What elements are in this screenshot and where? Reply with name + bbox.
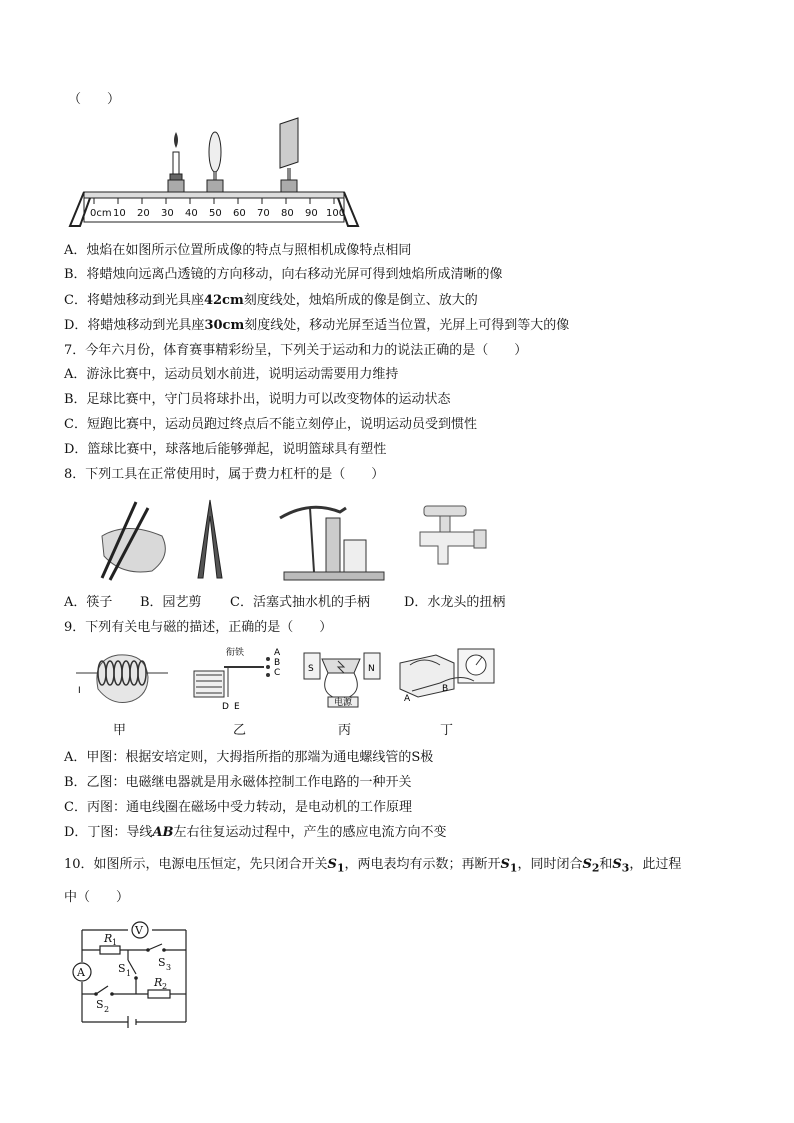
q9-stem: 9．下列有关电与磁的描述，正确的是（ ）: [64, 620, 333, 635]
q9-option-b: B．乙图：电磁继电器就是用永磁体控制工作电路的一种开关: [64, 775, 412, 790]
q8-option-a: A．筷子: [64, 595, 113, 610]
tick-label: 40: [185, 208, 198, 219]
q7-option-b: B．足球比赛中，守门员将球扑出，说明力可以改变物体的运动状态: [64, 392, 451, 407]
circuit-diagram: [66, 918, 196, 1028]
q7-option-c: C．短跑比赛中，运动员跑过终点后不能立刻停止，说明运动员受到惯性: [64, 417, 477, 432]
q9-option-a: A．甲图：根据安培定则，大拇指所指的那端为通电螺线管的S极: [64, 750, 434, 765]
terminal-label: E: [234, 702, 240, 712]
ammeter-label: A: [77, 966, 85, 979]
faucet-image: [414, 500, 494, 584]
optical-bench-figure: [66, 116, 366, 228]
s1-label: S: [118, 962, 126, 975]
q6-stem-tail: （ ）: [68, 92, 121, 107]
tick-label: 90: [305, 208, 318, 219]
current-label: I: [78, 686, 81, 696]
tick-label: 70: [257, 208, 270, 219]
q8-stem: 8．下列工具在正常使用时，属于费力杠杆的是（ ）: [64, 467, 385, 482]
tick-label: 60: [233, 208, 246, 219]
q8-option-d: D．水龙头的扭柄: [404, 595, 506, 610]
q6-option-c: C．将蜡烛移动到光具座42cm刻度线处，烛焰所成的像是倒立、放大的: [64, 293, 478, 308]
tick-label: 30: [161, 208, 174, 219]
r2-label: R: [154, 976, 163, 989]
q7-stem: 7．今年六月份，体育赛事精彩纷呈，下列关于运动和力的说法正确的是（ ）: [64, 343, 528, 358]
s2-sub: 2: [104, 1005, 110, 1014]
tick-label: 0cm: [90, 208, 112, 219]
s3-sub: 3: [166, 963, 172, 972]
tick-label: 10: [113, 208, 126, 219]
convex-lens-icon: [207, 132, 223, 192]
q8-option-b: B．园艺剪: [140, 595, 202, 610]
q9-option-d: D．丁图：导线AB左右往复运动过程中，产生的感应电流方向不变: [64, 825, 447, 840]
tick-label: 20: [137, 208, 150, 219]
fig-label-jia: 甲: [113, 723, 127, 738]
tick-label: 80: [281, 208, 294, 219]
solenoid-hand-figure: [72, 643, 172, 715]
fig-label-bing: 丙: [338, 723, 352, 738]
armature-label: 衔铁: [226, 648, 245, 658]
fig-label-yi: 乙: [233, 723, 247, 738]
chopsticks-image: [92, 496, 182, 584]
q6-option-a: A．烛焰在如图所示位置所成像的特点与照相机成像特点相同: [64, 243, 412, 258]
tick-label: 100: [326, 208, 346, 219]
s2-label: S: [96, 998, 104, 1011]
terminal-label: A: [274, 648, 281, 658]
candle-icon: [168, 132, 184, 192]
relay-figure: [188, 643, 288, 715]
s1-sub: 1: [126, 969, 132, 978]
r1-label: R: [104, 932, 113, 945]
motor-figure: [298, 643, 388, 715]
s3-label: S: [158, 956, 166, 969]
power-supply-label: 电源: [334, 698, 353, 708]
q10-stem-line1: 10．如图所示，电源电压恒定，先只闭合开关$S_1$，两电表均有示数；再断开$S_1$，同时闭合$S_2$和$S_3$，此过程: [64, 857, 682, 875]
q7-option-a: A．游泳比赛中，运动员划水前进，说明运动需要用力维持: [64, 367, 399, 382]
q10-stem-line2: 中（ ）: [64, 890, 130, 905]
magnet-n-label: N: [368, 664, 375, 674]
garden-shears-image: [190, 496, 230, 584]
fig-label-ding: 丁: [440, 723, 454, 738]
terminal-label: B: [274, 658, 281, 668]
r2-sub: 2: [162, 982, 168, 991]
induction-figure: [396, 643, 500, 715]
wire-a-label: A: [404, 694, 411, 704]
magnet-s-label: S: [308, 664, 314, 674]
light-screen-icon: [280, 118, 298, 192]
terminal-label: C: [274, 668, 281, 678]
water-pump-image: [270, 498, 390, 584]
terminal-label: D: [222, 702, 229, 712]
wire-b-label: B: [442, 684, 449, 694]
voltmeter-label: V: [135, 924, 143, 937]
q9-option-c: C．丙图：通电线圈在磁场中受力转动，是电动机的工作原理: [64, 800, 412, 815]
r1-sub: 1: [112, 938, 118, 947]
q8-option-c: C．活塞式抽水机的手柄: [230, 595, 370, 610]
q7-option-d: D．篮球比赛中，球落地后能够弹起，说明篮球具有塑性: [64, 442, 387, 457]
tick-label: 50: [209, 208, 222, 219]
q6-option-b: B．将蜡烛向远离凸透镜的方向移动，向右移动光屏可得到烛焰所成清晰的像: [64, 267, 503, 282]
q6-option-d: D．将蜡烛移动到光具座30cm刻度线处，移动光屏至适当位置，光屏上可得到等大的像: [64, 318, 570, 333]
